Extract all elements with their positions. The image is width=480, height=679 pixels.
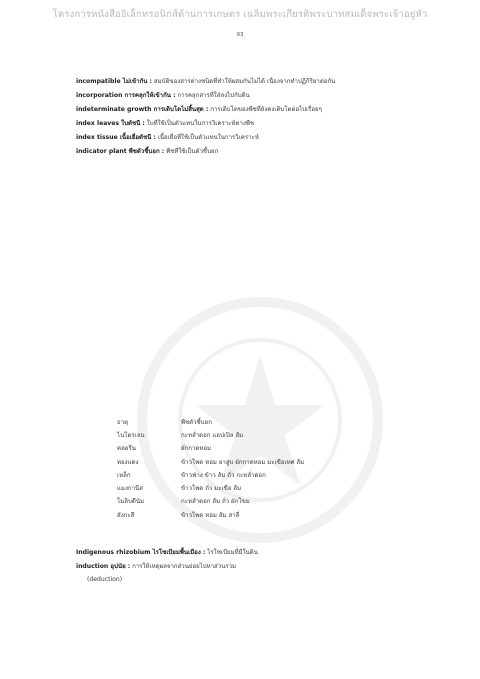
table-row <box>117 468 304 481</box>
table-row <box>117 442 304 455</box>
indicator-plant-table <box>117 415 304 521</box>
table-cell: ข้าวโพด หอม ส้ม สาลี่ <box>181 511 240 519</box>
table-cell: โมลิบดีนัม <box>117 498 145 506</box>
table-header-cell: ธาตุ <box>117 418 129 426</box>
entry-induction <box>76 560 456 586</box>
table-cell: ไนโตรเจน <box>117 431 145 439</box>
entry-index-leaves <box>76 117 456 130</box>
entry-definition: การให้เหตุผลจากส่วนย่อยไปหาส่วนรวม <box>132 563 237 570</box>
table-cell: เหล็ก <box>117 471 131 479</box>
table-cell: กะหล่ำดอก ส้ม ถั่ว ผักโขม <box>181 498 250 506</box>
entry-term: indicator plant พืชตัวชี้บอก : <box>76 148 165 155</box>
table-cell: สังกะสี <box>117 511 135 519</box>
entry-term: index tissue เนื้อเยื่อดัชนี : <box>76 134 156 141</box>
entry-incompatible <box>76 75 456 88</box>
table-row <box>117 495 304 508</box>
entry-definition: สมบัติของสารต่างชนิดที่ทำให้ผสมกันไม่ได้ เนื่องจากทำปฏิกิริยาต่อกัน <box>153 78 336 85</box>
entry-term: indeterminate growth การเติบโตไม่สิ้นสุด : <box>76 106 209 113</box>
table-cell: กะหล่ำดอก แอปเปิล ส้ม <box>181 431 244 439</box>
entry-term: incompatible ไม่เข้ากัน : <box>76 78 152 85</box>
entry-term: Indigenous rhizobium ไรโซเบียมพื้นเมือง : <box>76 549 206 556</box>
table-cell: คลอรีน <box>117 445 136 453</box>
table-row <box>117 508 304 521</box>
entry-definition: การคลุกสารที่ใส่ลงไปกับดิน <box>177 92 250 99</box>
entry-incorporation <box>76 89 456 102</box>
entry-definition: พืชที่ใช้เป็นตัวชี้บอก <box>166 148 219 155</box>
entry-indeterminate-growth <box>76 103 456 116</box>
entry-cross-reference: (deduction) <box>87 576 123 583</box>
entry-term: index leaves ใบดัชนี : <box>76 120 145 127</box>
table-cell: ทองแดง <box>117 458 139 466</box>
table-cell: แมงกานีส <box>117 485 143 493</box>
page-header: โครงการหนังสืออิเล็กทรอนิกส์ด้านการเกษตร เฉลิมพระเกียรติพระบาทสมเด็จพระเจ้าอยู่หัว <box>52 9 428 20</box>
entry-term: incorporation การคลุกให้เข้ากัน : <box>76 92 176 99</box>
entry-definition: เนื้อเยื่อที่ใช้เป็นตัวแทนในการวิเคราะห์ <box>157 134 259 141</box>
entry-definition: การเติบโตของพืชที่ยังคงเติบโตต่อไปเรื่อยๆ <box>210 106 322 113</box>
page-number: 93 <box>236 32 244 38</box>
glossary-entries <box>76 75 456 159</box>
entry-indigenous-rhizobium <box>76 546 456 559</box>
table-row <box>117 455 304 468</box>
entry-definition: ใบที่ใช้เป็นตัวแทนในการวิเคราะห์ทางพืช <box>146 120 255 127</box>
glossary-entries-bottom <box>76 546 456 587</box>
entry-term: induction อุปนัย : <box>76 563 131 570</box>
table-cell: ข้าวโพด ถั่ว มะเขือ ส้ม <box>181 485 242 493</box>
entry-index-tissue <box>76 131 456 144</box>
table-header-row <box>117 415 304 428</box>
table-cell: ข้าวฟ่าง ข้าว ส้ม ถั่ว กะหล่ำดอก <box>181 471 266 479</box>
table-header-cell: พืชตัวชี้บอก <box>181 418 212 426</box>
table-cell: ผักกาดหอม <box>181 445 212 453</box>
table-row <box>117 428 304 441</box>
table-cell: ข้าวโพด หอม ยาสูบ ผักกาดหอม มะเขือเทศ ส้ม <box>181 458 305 466</box>
entry-indicator-plant <box>76 145 456 158</box>
entry-definition: ไรโซเบียมที่มีในดิน <box>207 549 258 556</box>
table-row <box>117 481 304 494</box>
